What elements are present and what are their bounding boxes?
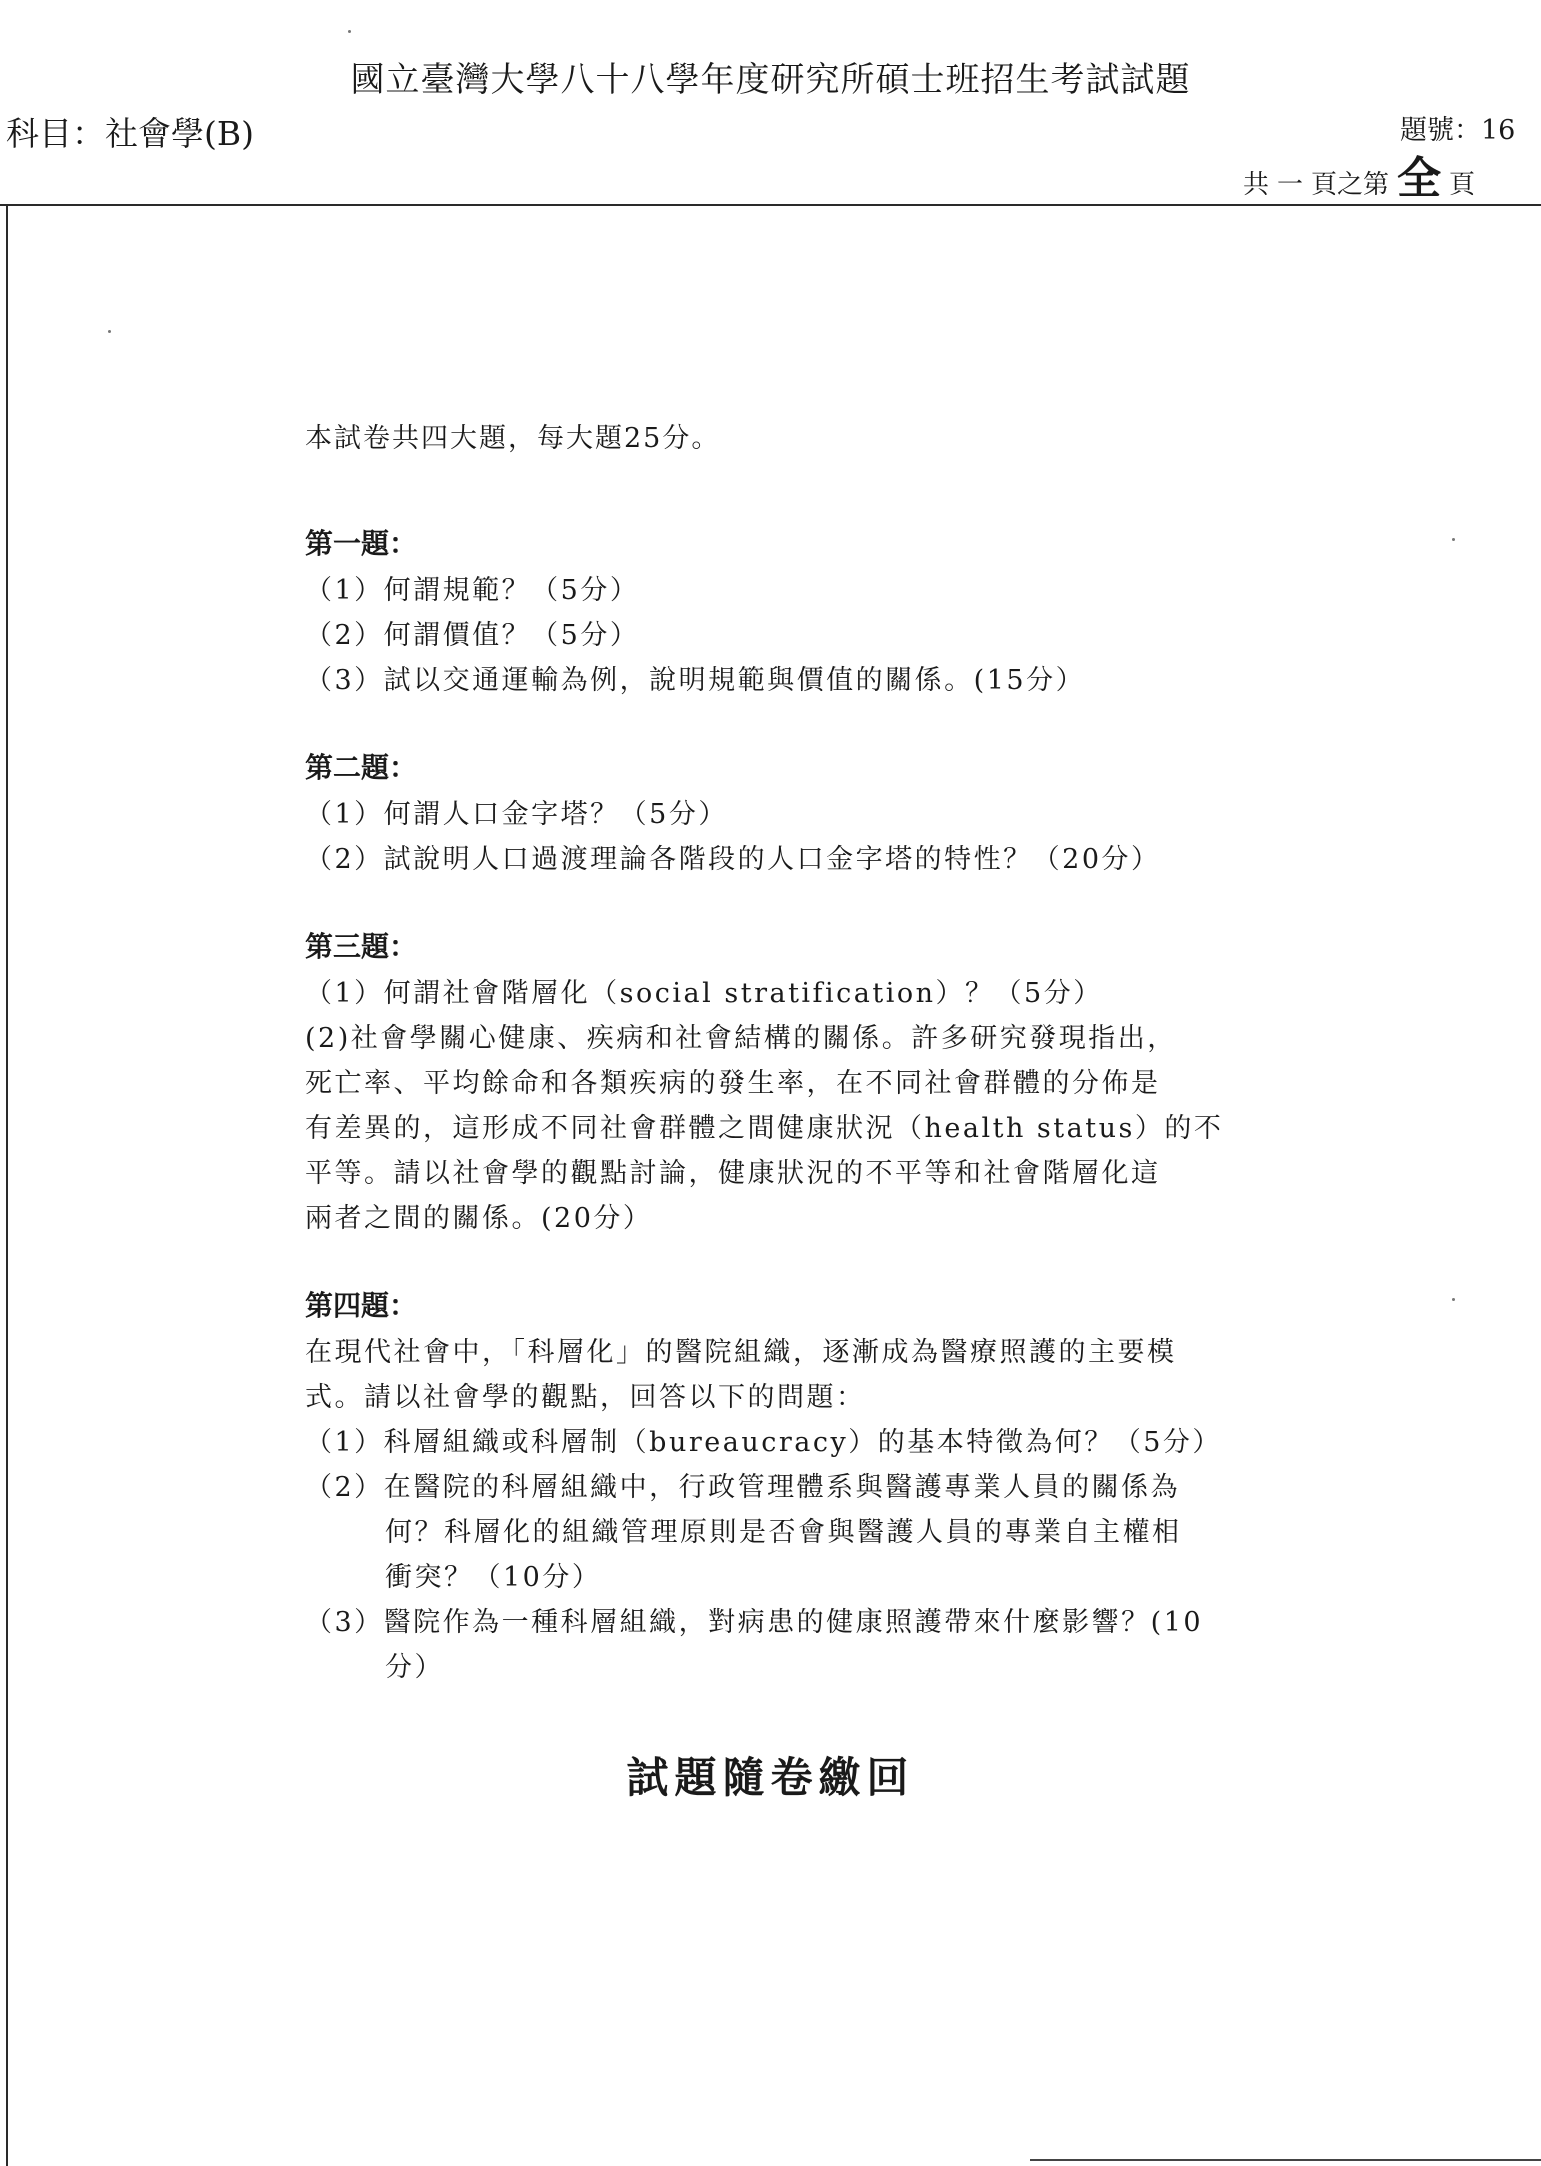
question-4-title: 第四題： xyxy=(305,1289,418,1322)
frame-left-border xyxy=(6,204,8,2166)
question-4-part-3-line-2: 分） xyxy=(385,1652,444,1683)
scan-speck xyxy=(1452,1298,1455,1301)
question-4-part-3-line-1: （3）醫院作為一種科層組織，對病患的健康照護帶來什麼影響？(10 xyxy=(305,1607,1204,1638)
question-1-part-3: （3）試以交通運輸為例，說明規範與價值的關係。(15分） xyxy=(305,665,1086,696)
question-4-part-2-line-1: （2）在醫院的科層組織中，行政管理體系與醫護專業人員的關係為 xyxy=(305,1472,1181,1503)
exam-title: 國立臺灣大學八十八學年度研究所碩士班招生考試試題 xyxy=(350,60,1191,100)
question-2-part-2: （2）試說明人口過渡理論各階段的人口金字塔的特性？（20分） xyxy=(305,844,1161,875)
question-3-part-2-line-1: (2)社會學關心健康、疾病和社會結構的關係。許多研究發現指出， xyxy=(305,1023,1177,1054)
pages-suffix: 頁 xyxy=(1449,170,1476,200)
question-1-part-1: （1）何謂規範？（5分） xyxy=(305,575,640,606)
question-4-part-2-line-2: 何？科層化的組織管理原則是否會與醫護人員的專業自主權相 xyxy=(385,1517,1182,1548)
question-3-part-2-line-4: 平等。請以社會學的觀點討論，健康狀況的不平等和社會階層化這 xyxy=(305,1158,1161,1189)
question-4-intro-line-2: 式。請以社會學的觀點，回答以下的問題： xyxy=(305,1382,866,1413)
frame-bottom-border xyxy=(1030,2159,1541,2161)
question-2-part-1: （1）何謂人口金字塔？（5分） xyxy=(305,799,728,830)
question-4-part-2-line-3: 衝突？（10分） xyxy=(385,1562,602,1593)
question-number: 題號：16 xyxy=(1400,115,1516,146)
pages-prefix: 共 xyxy=(1243,170,1270,200)
page-count xyxy=(1243,153,1476,204)
question-3-part-2-line-3: 有差異的，這形成不同社會群體之間健康狀況（health status）的不 xyxy=(305,1113,1224,1144)
return-notice: 試題隨卷繳回 xyxy=(626,1753,915,1802)
question-3-title: 第三題： xyxy=(305,930,418,963)
scan-speck xyxy=(1452,538,1455,541)
question-3-part-1: （1）何謂社會階層化（social stratification）？（5分） xyxy=(305,978,1103,1009)
question-4-part-1: （1）科層組織或科層制（bureaucracy）的基本特徵為何？（5分） xyxy=(305,1427,1222,1458)
scan-speck xyxy=(348,30,351,33)
question-3-part-2-line-5: 兩者之間的關係。(20分） xyxy=(305,1203,653,1234)
pages-total: 一 xyxy=(1277,170,1304,200)
pages-mid: 頁之第 xyxy=(1311,170,1390,200)
question-4-intro-line-1: 在現代社會中，「科層化」的醫院組織，逐漸成為醫療照護的主要模 xyxy=(305,1337,1177,1368)
exam-instructions: 本試卷共四大題，每大題25分。 xyxy=(305,423,721,454)
question-1-part-2: （2）何謂價值？（5分） xyxy=(305,620,640,651)
frame-top-border xyxy=(0,204,1541,206)
question-2-title: 第二題： xyxy=(305,751,418,784)
question-3-part-2-line-2: 死亡率、平均餘命和各類疾病的發生率，在不同社會群體的分佈是 xyxy=(305,1068,1161,1099)
scan-speck xyxy=(108,330,111,333)
pages-current: 全 xyxy=(1397,153,1442,204)
subject-label: 科目：社會學(B) xyxy=(6,114,254,153)
question-1-title: 第一題： xyxy=(305,527,418,560)
